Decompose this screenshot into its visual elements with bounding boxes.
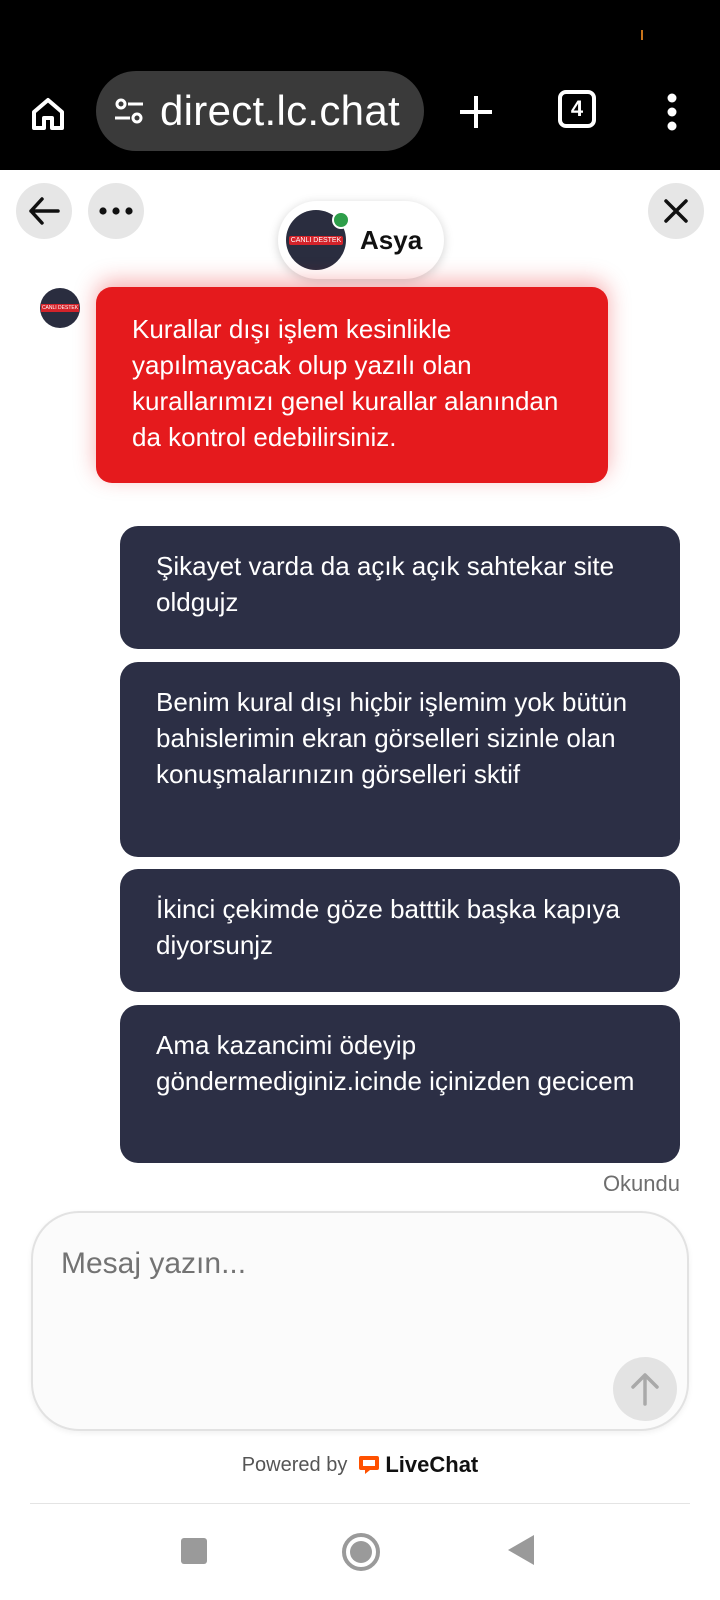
visitor-message: Benim kural dışı hiçbir işlemim yok bütün bahislerimin ekran görselleri sizinle olan konuşmalarınızın görselleri sktif bbox=[120, 662, 680, 857]
read-receipt: Okundu bbox=[602, 1171, 680, 1196]
back-nav-icon[interactable] bbox=[508, 1535, 534, 1565]
plus-icon[interactable] bbox=[452, 88, 500, 136]
recents-icon[interactable] bbox=[181, 1538, 207, 1564]
online-status-dot bbox=[332, 211, 350, 229]
more-horiz-icon[interactable] bbox=[88, 183, 144, 239]
powered-by[interactable] bbox=[0, 1452, 720, 1478]
home-nav-icon[interactable] bbox=[342, 1533, 380, 1571]
visitor-message: Şikayet varda da açık açık sahtekar site oldgujz bbox=[120, 526, 680, 649]
livechat-brand: LiveChat bbox=[385, 1452, 479, 1477]
livechat-logo-icon bbox=[357, 1453, 381, 1477]
visitor-message: Ama kazancimi ödeyip göndermediginiz.icinde içinizden gecicem bbox=[120, 1005, 680, 1163]
agent-name: Asya bbox=[360, 224, 423, 255]
tabs-icon[interactable] bbox=[558, 90, 596, 128]
agent-message-avatar-label: CANLI DESTEK bbox=[41, 305, 79, 311]
tab-count: 4 bbox=[570, 96, 584, 121]
message-input[interactable] bbox=[31, 1211, 689, 1431]
arrow-left-icon[interactable] bbox=[16, 183, 72, 239]
divider bbox=[30, 1503, 690, 1504]
agent-info[interactable] bbox=[278, 201, 444, 279]
arrow-up-icon bbox=[630, 1372, 660, 1406]
message-input-placeholder: Mesaj yazın... bbox=[61, 1247, 247, 1280]
browser-toolbar bbox=[0, 70, 720, 170]
tune-icon[interactable] bbox=[112, 94, 146, 128]
url-text: direct.lc.chat bbox=[160, 87, 400, 134]
home-icon[interactable] bbox=[24, 90, 72, 138]
more-vert-icon[interactable] bbox=[652, 88, 692, 136]
send-button[interactable] bbox=[613, 1357, 677, 1421]
status-bar bbox=[0, 0, 720, 70]
agent-avatar-label: CANLI DESTEK bbox=[290, 236, 342, 244]
visitor-message: İkinci çekimde göze batttik başka kapıya diyorsunjz bbox=[120, 869, 680, 992]
powered-by-text: Powered by bbox=[241, 1453, 348, 1476]
address-bar[interactable] bbox=[96, 71, 424, 151]
agent-message: Kurallar dışı işlem kesinlikle yapılmayacak olup yazılı olan kurallarımızı genel kurallar alanından da kontrol edebilirsiniz. bbox=[96, 287, 608, 483]
close-icon[interactable] bbox=[648, 183, 704, 239]
agent-message-avatar bbox=[40, 288, 80, 328]
status-indicator bbox=[641, 30, 643, 40]
agent-avatar bbox=[286, 210, 346, 270]
